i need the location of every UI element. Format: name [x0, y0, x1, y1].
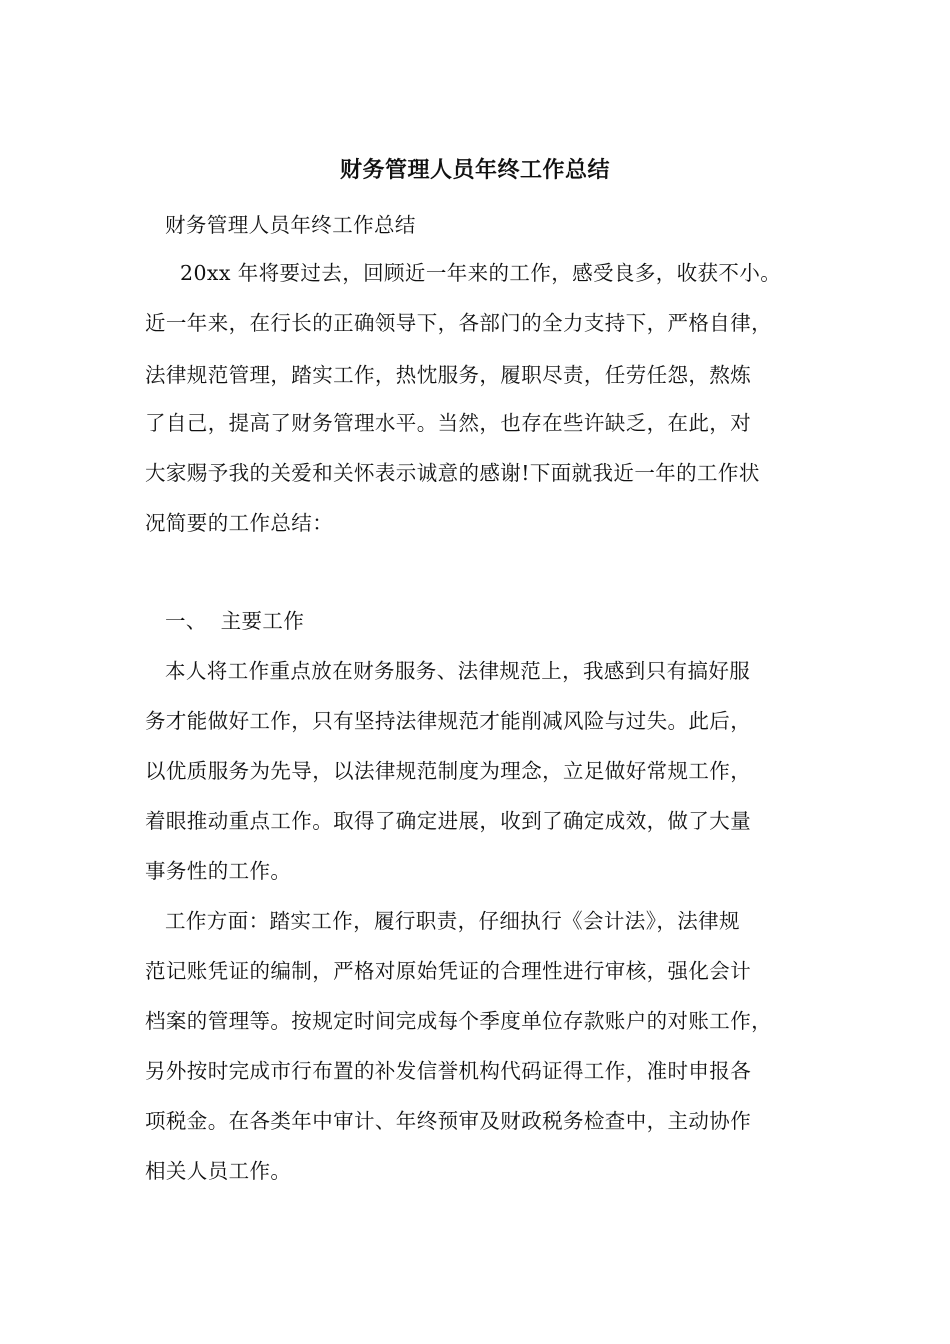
para3-line-5: 项税金。在各类年中审计、年终预审及财政税务检查中，主动协作 [145, 1109, 752, 1133]
section-heading-main-work: 一、 主要工作 [165, 609, 305, 633]
intro-line-6: 况简要的工作总结： [145, 511, 334, 535]
intro-line-1: 20xx 年将要过去，回顾近一年来的工作，感受良多，收获不小。 [180, 261, 782, 285]
para2-line-2: 务才能做好工作，只有坚持法律规范才能削减风险与过失。此后， [145, 709, 752, 733]
para3-line-3: 档案的管理等。按规定时间完成每个季度单位存款账户的对账工作， [145, 1009, 772, 1033]
intro-line-2: 近一年来，在行长的正确领导下，各部门的全力支持下，严格自律， [145, 311, 772, 335]
para2-line-1: 本人将工作重点放在财务服务、法律规范上，我感到只有搞好服 [165, 659, 751, 683]
para2-line-4: 着眼推动重点工作。取得了确定进展，收到了确定成效，做了大量 [145, 809, 752, 833]
para2-line-3: 以优质服务为先导，以法律规范制度为理念，立足做好常规工作， [145, 759, 752, 783]
para3-line-4: 另外按时完成市行布置的补发信誉机构代码证得工作，准时申报各 [145, 1059, 752, 1083]
intro-line-5: 大家赐予我的关爱和关怀表示诚意的感谢!下面就我近一年的工作状 [145, 461, 760, 485]
para3-line-2: 范记账凭证的编制，严格对原始凭证的合理性进行审核，强化会计 [145, 959, 752, 983]
intro-line-4: 了自己，提高了财务管理水平。当然，也存在些许缺乏，在此，对 [145, 411, 752, 435]
document-title: 财务管理人员年终工作总结 [339, 157, 610, 183]
para2-line-5: 事务性的工作。 [145, 859, 292, 883]
para3-line-1: 工作方面：踏实工作，履行职责，仔细执行《会计法》，法律规 [165, 909, 740, 933]
document-subtitle: 财务管理人员年终工作总结 [165, 213, 416, 237]
intro-line-3: 法律规范管理，踏实工作，热忱服务，履职尽责，任劳任怨，熬炼 [145, 363, 752, 387]
para3-line-6: 相关人员工作。 [145, 1159, 292, 1183]
